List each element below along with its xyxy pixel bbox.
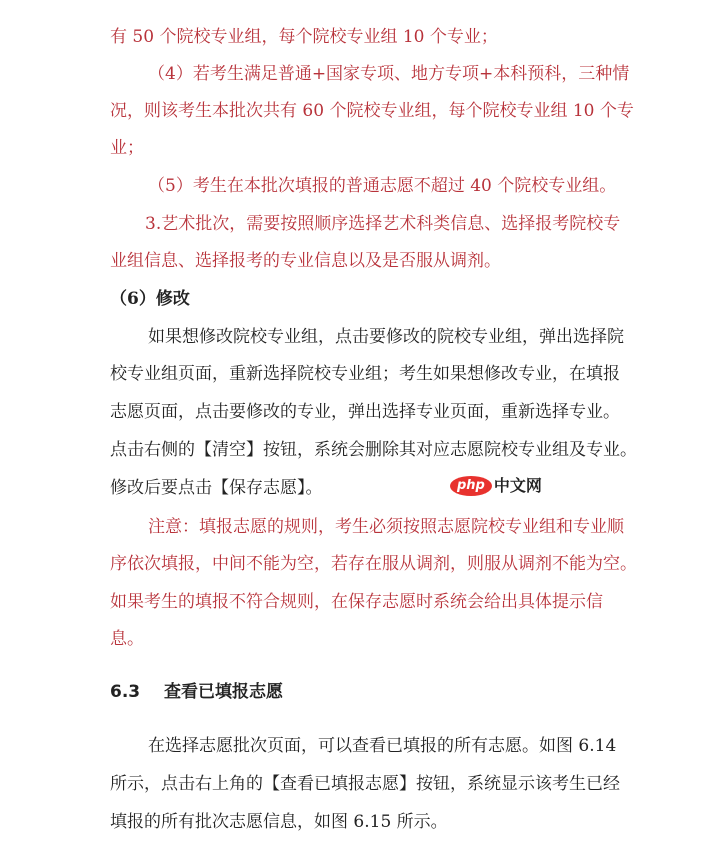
note-line: 息。: [110, 629, 144, 649]
text-line: 如果想修改院校专业组，点击要修改的院校专业组，弹出选择院: [148, 327, 624, 347]
note-line: 序依次填报，中间不能为空，若存在服从调剂，则服从调剂不能为空。: [110, 554, 637, 574]
text-line: 校专业组页面，重新选择院校专业组；考生如果想修改专业，在填报: [110, 364, 620, 384]
text-line: 业；: [110, 138, 144, 158]
text-line: 点击右侧的【清空】按钮，系统会删除其对应志愿院校专业组及专业。: [110, 440, 637, 460]
text-line: 所示，点击右上角的【查看已填报志愿】按钮，系统显示该考生已经: [110, 774, 620, 794]
watermark-text: 中文网: [493, 476, 542, 495]
text-line: 况，则该考生本批次共有 60 个院校专业组，每个院校专业组 10 个专: [110, 101, 634, 121]
subheading: （6）修改: [110, 289, 190, 309]
watermark-logo: [450, 476, 542, 496]
section-heading: [110, 681, 283, 703]
text-line: 修改后要点击【保存志愿】。: [110, 478, 323, 498]
section-number: 6.3: [110, 682, 141, 702]
text-line: 有 50 个院校专业组，每个院校专业组 10 个专业；: [110, 27, 498, 47]
text-line: （4）若考生满足普通+国家专项、地方专项+本科预科，三种情: [148, 64, 630, 84]
text-line: 填报的所有批次志愿信息，如图 6.15 所示。: [110, 812, 448, 832]
text-line: 在选择志愿批次页面，可以查看已填报的所有志愿。如图 6.14: [148, 736, 617, 756]
note-line: 注意：填报志愿的规则，考生必须按照志愿院校专业组和专业顺: [148, 517, 624, 537]
section-title: 查看已填报志愿: [164, 682, 284, 702]
text-line: 3.艺术批次，需要按照顺序选择艺术科类信息、选择报考院校专: [145, 214, 621, 234]
text-line: 业组信息、选择报考的专业信息以及是否服从调剂。: [110, 251, 501, 271]
text-line: （5）考生在本批次填报的普通志愿不超过 40 个院校专业组。: [148, 176, 617, 196]
watermark-badge: php: [450, 476, 492, 496]
text-line: 志愿页面，点击要修改的专业，弹出选择专业页面，重新选择专业。: [110, 402, 620, 422]
note-line: 如果考生的填报不符合规则，在保存志愿时系统会给出具体提示信: [110, 592, 603, 612]
